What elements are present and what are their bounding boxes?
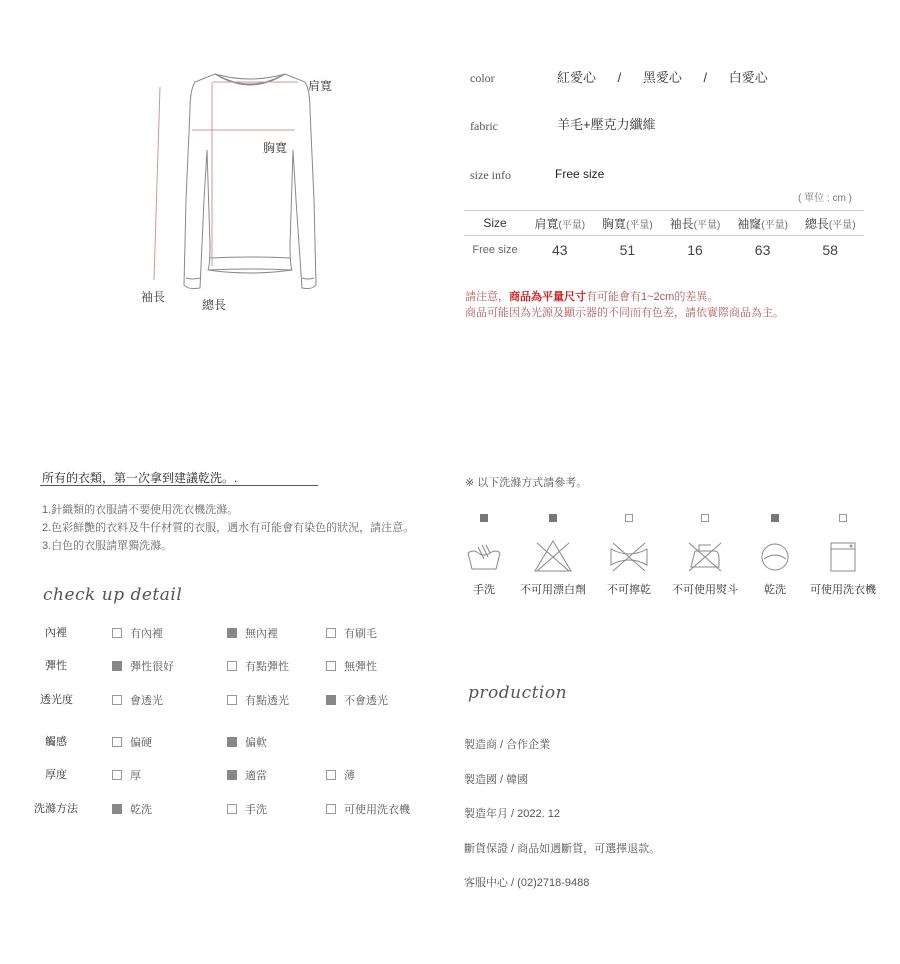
wash-label: 可使用洗衣機 [810, 584, 876, 596]
checkup-title: check up detail [43, 585, 183, 605]
production-line: 製造年月 / 2022. 12 [464, 808, 560, 820]
checkup-option-label: 適當 [245, 770, 267, 782]
checkbox[interactable] [227, 804, 237, 814]
checkup-row-label: 內裡 [45, 627, 67, 639]
checkup-row-label: 彈性 [45, 660, 67, 672]
dry-clean-icon [736, 539, 814, 573]
wash-note: ※ 以下洗滌方式請參考。 [465, 477, 588, 489]
washing-machine-icon [804, 539, 882, 573]
wash-checkbox[interactable] [480, 514, 488, 522]
checkup-option[interactable] [112, 625, 163, 641]
checkup-row-label: 觸感 [45, 736, 67, 748]
checkup-option-label: 厚 [130, 770, 141, 782]
chest-cell: 51 [619, 242, 636, 258]
care-title: 所有的衣類，第一次拿到建議乾洗。. [42, 471, 238, 485]
checkup-row-label: 透光度 [40, 694, 73, 706]
checkup-option[interactable] [326, 692, 388, 708]
unit-note: ( 單位 : cm ) [798, 193, 852, 204]
wash-item [736, 509, 814, 597]
fabric-label: fabric [470, 119, 498, 133]
wash-item [590, 509, 668, 597]
checkup-row-label: 厚度 [45, 769, 67, 781]
production-title: production [468, 683, 568, 703]
size-label: size info [470, 168, 511, 182]
wash-item [666, 509, 744, 597]
checkup-option[interactable] [227, 625, 278, 641]
length-header: 總長(平量) [796, 211, 864, 236]
checkbox[interactable] [326, 628, 336, 638]
checkbox[interactable] [227, 661, 237, 671]
checkup-option[interactable] [227, 658, 289, 674]
wash-checkbox[interactable] [771, 514, 779, 522]
wash-label: 乾洗 [764, 584, 786, 596]
checkbox[interactable] [227, 695, 237, 705]
wash-label: 不可使用熨斗 [672, 584, 738, 596]
checkup-option-label: 乾洗 [130, 804, 152, 816]
checkup-option[interactable] [326, 625, 377, 641]
sleeve-cell: 16 [687, 242, 703, 258]
checkup-option-label: 薄 [344, 770, 355, 782]
size-header: Size [464, 211, 526, 236]
checkup-option[interactable] [326, 801, 410, 817]
checkup-option[interactable] [112, 692, 163, 708]
checkbox[interactable] [326, 661, 336, 671]
checkup-option[interactable] [227, 692, 289, 708]
production-line: 斷貨保證 / 商品如遇斷貨，可選擇退款。 [464, 842, 661, 855]
checkbox[interactable] [112, 737, 122, 747]
checkup-option-label: 有點透光 [245, 695, 289, 707]
care-line: 3.白色的衣服請單獨洗滌。 [42, 540, 173, 552]
wash-label: 不可擰乾 [607, 584, 651, 596]
checkup-option[interactable] [326, 767, 355, 783]
checkbox[interactable] [227, 770, 237, 780]
no-wring-icon [590, 539, 668, 573]
care-lines [42, 501, 414, 555]
checkbox[interactable] [112, 804, 122, 814]
wash-item [804, 509, 882, 597]
color-sep: / [703, 70, 708, 85]
wash-checkbox[interactable] [549, 514, 557, 522]
sleeve-header: 袖長(平量) [661, 211, 729, 236]
checkup-option-label: 偏硬 [130, 737, 152, 749]
armhole-header: 袖窿(平量) [729, 211, 797, 236]
garment-diagram [130, 60, 360, 320]
checkup-option[interactable] [227, 801, 267, 817]
color-value-white: 白愛心 [728, 70, 768, 85]
checkup-option-label: 偏軟 [245, 737, 267, 749]
checkup-option-label: 彈性很好 [130, 661, 174, 673]
checkup-option-label: 手洗 [245, 804, 267, 816]
shoulder-header: 肩寬(平量) [526, 211, 594, 236]
checkup-option[interactable] [112, 767, 141, 783]
care-line: 2.色彩鮮艷的衣料及牛仔材質的衣服，遇水有可能會有染色的狀況，請注意。 [42, 522, 415, 534]
checkup-row-label: 洗滌方法 [34, 803, 78, 815]
checkup-option-label: 無彈性 [344, 661, 377, 673]
color-label: color [470, 71, 495, 85]
production-line: 製造國 / 韓國 [464, 773, 529, 786]
notice-line-1: 請注意，商品為平量尺寸有可能會有1~2cm的差異。 [465, 291, 719, 303]
care-title-underline [40, 485, 318, 486]
checkup-option[interactable] [227, 767, 267, 783]
chest-label: 胸寬 [263, 141, 288, 155]
checkbox[interactable] [326, 695, 336, 705]
chest-header: 胸寬(平量) [594, 211, 662, 236]
fabric-value: 羊毛+壓克力纖維 [557, 117, 656, 132]
checkup-option-label: 無內裡 [245, 628, 278, 640]
checkbox[interactable] [112, 695, 122, 705]
checkbox[interactable] [326, 804, 336, 814]
shoulder-label: 肩寬 [308, 79, 333, 93]
notice-emphasis: 商品為平量尺寸 [509, 291, 586, 303]
checkup-option[interactable] [112, 734, 152, 750]
checkbox[interactable] [227, 628, 237, 638]
notice [465, 289, 784, 321]
sleeve-label: 袖長 [141, 290, 166, 304]
checkup-option[interactable] [112, 658, 174, 674]
wash-label: 不可用漂白劑 [520, 584, 586, 596]
wash-label: 手洗 [473, 584, 495, 596]
table-row [464, 236, 864, 265]
length-label: 總長 [202, 298, 227, 312]
color-values [557, 67, 768, 86]
wash-item [445, 509, 523, 597]
wash-checkbox[interactable] [839, 514, 847, 522]
checkup-option-label: 有點彈性 [245, 661, 289, 673]
production-lines [464, 728, 660, 901]
notice-line-2: 商品可能因為光源及顯示器的不同而有色差，請依實際商品為主。 [465, 307, 784, 319]
checkup-option[interactable] [112, 801, 152, 817]
color-value-red: 紅愛心 [557, 70, 597, 85]
production-line: 客服中心 / (02)2718-9488 [464, 877, 590, 889]
checkup-option-label: 不會透光 [344, 695, 388, 707]
size-table [464, 210, 864, 264]
armhole-cell: 63 [754, 242, 771, 258]
wash-item [514, 509, 592, 597]
hand-wash-icon [445, 539, 523, 573]
shoulder-cell: 43 [552, 242, 568, 258]
size-cell: Free size [472, 244, 518, 256]
checkup-option-label: 可使用洗衣機 [344, 804, 410, 816]
color-value-black: 黑愛心 [642, 70, 682, 85]
checkbox[interactable] [326, 770, 336, 780]
checkbox[interactable] [112, 770, 122, 780]
checkup-option[interactable] [326, 658, 377, 674]
color-sep: / [617, 70, 622, 85]
wash-checkbox[interactable] [701, 514, 709, 522]
size-table-header [464, 211, 864, 236]
length-cell: 58 [822, 242, 838, 258]
checkbox[interactable] [112, 661, 122, 671]
no-iron-icon [666, 539, 744, 573]
checkbox[interactable] [227, 737, 237, 747]
checkup-option-label: 有刷毛 [344, 628, 377, 640]
no-bleach-icon [514, 539, 592, 573]
sweater-outline-icon [130, 60, 360, 320]
size-value: Free size [555, 167, 605, 181]
checkup-option-label: 會透光 [130, 695, 163, 707]
checkup-option-label: 有內裡 [130, 628, 163, 640]
production-line: 製造商 / 合作企業 [464, 739, 551, 751]
wash-checkbox[interactable] [625, 514, 633, 522]
checkbox[interactable] [112, 628, 122, 638]
care-line: 1.針織類的衣服請不要使用洗衣機洗滌。 [42, 504, 239, 516]
checkup-option[interactable] [227, 734, 267, 750]
